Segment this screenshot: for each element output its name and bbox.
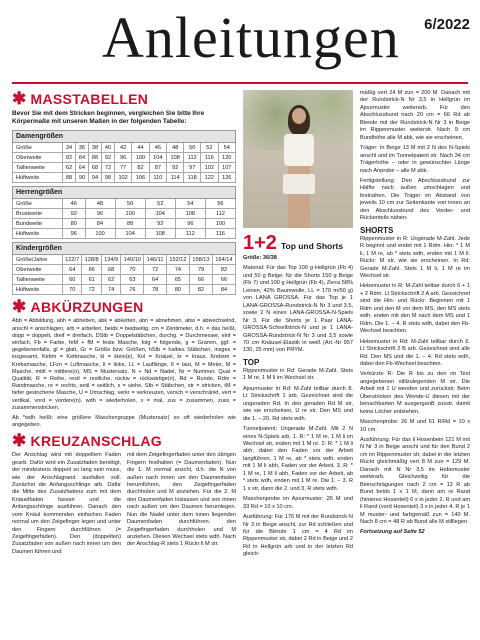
- table-cell: 104: [145, 209, 175, 219]
- table-cell: 96: [63, 229, 86, 239]
- table-cell: 134/9: [101, 255, 120, 265]
- table-cell: 82: [189, 285, 212, 295]
- table-cell: 74: [166, 265, 189, 275]
- asterisk-icon: ✱: [12, 431, 27, 451]
- table-cell: 112: [184, 153, 201, 163]
- top-ausfuehrung-cont: mäßig vert 24 M zun = 200 M. Danach mit der Rundstrick-N Nr 3,5 in Hellgrün im Ajourmuster weiterarb. Für den Abschlussbund nach 20 cm = 66 Rd ab Blende mit der Rundstrick-N Nr 3 in Beige im Rippenmuster weiterstr. Nach 9 cm Bundhöhe alle M abk, wie sie erscheinen.: [360, 90, 470, 141]
- abkuerzungen-title: ABKÜRZUNGEN: [30, 298, 144, 315]
- table-cell: 106: [132, 173, 149, 183]
- table-cell: 74: [101, 285, 120, 295]
- row-label: Größe: [13, 199, 63, 209]
- table-cell: 72: [144, 265, 167, 275]
- row-label: Taillenweite: [13, 275, 63, 285]
- table-cell: 52: [201, 143, 218, 153]
- table-cell: 82: [212, 265, 235, 275]
- table-row: [13, 163, 236, 173]
- table-row: [13, 255, 236, 265]
- table-cell: 76: [121, 285, 144, 295]
- shorts-maschenprobe: Maschenprobe: 26 M und 61 R/Rd = 10 x 10 cm.: [360, 419, 470, 433]
- project-name: Top und Shorts: [280, 241, 344, 251]
- size-tables: [12, 130, 236, 295]
- row-label: Größe/Jahre: [13, 255, 63, 265]
- table-cell: 96: [175, 219, 205, 229]
- top-ajourmuster: Ajourmuster in Rd: M-Zahl teilbar durch 8. Lt Strickschrift 1 arb. Gezeichnet sind die ungeraden Rd. In den geraden Rd M str, wie sie erscheinen, U re str. Den MS und die 1. – 20. Rd stets wdh.: [243, 385, 353, 422]
- table-cell: 66: [189, 275, 212, 285]
- abbreviations-text: Abb = Abbildung, abh = abheben, abk = abketten, abn = abnehmen, abw = abwechselnd, anschl = anschlagen, arb = arbeiten, beids = beidseitig, cm = Zentimeter, d.h. = das heißt, dopp = doppelt, dreif = dreifach, DStb = Doppelstäbchen, durchg. = Durchmesser, einf = einfach, Fb = Farbe, feM + fM = feste Masche, folg = folgende, g = Gramm, ggf. = gegebenenfalls, gl = glatt, Gr = Größe bzw. Größen, hStb = halbes Stäbchen, insges = insgesamt, Kettm = Kettmasche, kl = klein(e), Knl = Knäuel, kr = kraus, Krebsm = Krebsmasche, LFzn = Luftmasche, li = links, LL = Lauflänge, lt = laut, M = Meter, M = Masche, mittl = mittlere(n), MS = Mustersatz, N + Nd = Nadel, Nr = Nummer, Qual = Qualität, R = Reihe, restl = restliche, rückw = rückwärtige(n), Rd = Runde, Rdm = Randmasche, re = rechts, seitl = seitlich, s = siehe, Stb = Stäbchen, str = stricken, tM = tiefer gestochene Masche, U = Umschlag, verkr = verkreuzen, versch = verschränkt, vert = vertikal, vord = vordere(n), wdh = wiederholen, x = mal, zus = zusammen, zuss = zusammenstricken.: [12, 318, 236, 411]
- row-label: Hüftweite: [13, 229, 63, 239]
- issue-number: 6/2022: [424, 16, 470, 33]
- left-column: [12, 90, 236, 556]
- table-row: [13, 285, 236, 295]
- table-cell: 94: [88, 173, 101, 183]
- row-label: Hüftweite: [13, 285, 63, 295]
- table-cell: 96: [85, 209, 115, 219]
- table-cell: 56: [205, 199, 235, 209]
- table-cell: 114: [167, 173, 184, 183]
- table-cell: 107: [218, 163, 236, 173]
- table-cell: 34: [63, 143, 76, 153]
- table-cell: 40: [101, 143, 114, 153]
- row-label: Hüftweite: [13, 173, 63, 183]
- table-cell: 164/14: [212, 255, 235, 265]
- top-ausfuehrung: Ausführung: Für 176 M mit der Rundstrick-N Nr 3 in Beige anschl, zur Rd schließen und für die Blende 1 cm = 4 Rd im Rippenmuster str, dabei 2 Rd in Beige und 2 Rd in Hellgrün arb und in der letzten Rd gleich-: [243, 514, 353, 558]
- table-cell: 87: [149, 163, 166, 173]
- shorts-heading: SHORTS: [360, 225, 394, 235]
- page-title: Anleitungen: [102, 5, 400, 70]
- asterisk-icon: ✱: [12, 297, 27, 317]
- table-cell: 126: [218, 173, 236, 183]
- abkuerzungen-heading: [12, 298, 236, 315]
- top-tunnelpatent: Tunnelpatent: Ungerade M-Zahl. Mit 2 N eines N-Spiels arb. 1. R: * 1 M re, 1 M li im Wechsel str, enden mit 1 M re. 2. R: * 1 M li abh, dabei den Faden vor der Arbeit langführen, 1 M re, ab * stets wdh, enden mit 1 M li abh, Faden vor der Arbeit. 3. R: * 1 M re, 1 M li abh, Faden vor der Arbeit, ab * stets wdh, enden mit 1 M re. Die 1. – 3. R 1 x str, dann die 2. und 3. R stets wdh.: [243, 426, 353, 492]
- table-row: [13, 265, 236, 275]
- table-cell: 100: [205, 219, 235, 229]
- table-cell: 92: [145, 219, 175, 229]
- table-row: [13, 209, 236, 219]
- table-cell: 62: [63, 163, 76, 173]
- table-cell: 100: [85, 229, 115, 239]
- shorts-hebemuster-r: Hebemuster in R: M-Zahl teilbar durch 6 + 1 + 2 Rdm. Lt Strickschrift 2 A arb. Gezeichnet sind die Hin- und Rückr. Beginnen mit 1 Rdm und den M vor dem MS, den MS stets wdh, enden mit den M nach dem MS und 1 Rdm. Die 1. – 4. R stets wdh, dabei den Fb-Wechsel beachten.: [360, 283, 470, 335]
- header-divider: [12, 82, 468, 84]
- table-cell: 120: [218, 153, 236, 163]
- table-cell: 100: [132, 153, 149, 163]
- table-cell: 122/7: [63, 255, 82, 265]
- table-cell: 65: [166, 275, 189, 285]
- table-cell: 68: [88, 163, 101, 173]
- size-table-caption: Kindergrößen: [13, 243, 236, 255]
- kreuzanschlag-heading: [12, 432, 236, 449]
- row-label: Bundweite: [13, 219, 63, 229]
- model-shorts: [283, 174, 315, 194]
- table-cell: 68: [101, 265, 120, 275]
- kreuzanschlag-text: [12, 452, 236, 556]
- top-maschenprobe: Maschenprobe im Ajourmuster: 25 M und 33 Rd = 10 x 10 cm.: [243, 496, 353, 510]
- project-size: Größe: 36/38: [243, 255, 277, 261]
- top-heading: TOP: [243, 357, 260, 367]
- top-rippenmuster: Rippenmuster in Rd: Gerade M-Zahl. Stets 1 M re, 1 M li im Wechsel str.: [243, 367, 353, 382]
- table-cell: 140/10: [121, 255, 144, 265]
- table-cell: 52: [145, 199, 175, 209]
- fertigstellung-text: Fertigstellung: Den Abschlussbund zur Hälfte nach außen umschlagen und festnähen. Die Träger im Abstand von jeweils 10 cm zur Seitenkante von innen an den Abschlussbund des Vorder- und Rückenteils nähen.: [360, 177, 470, 222]
- table-cell: 92: [63, 209, 86, 219]
- table-cell: 66: [212, 275, 235, 285]
- table-cell: 158/13: [189, 255, 212, 265]
- table-cell: 102: [114, 173, 131, 183]
- continuation-note: Fortsetzung auf Seite 52: [360, 529, 425, 536]
- table-cell: 84: [212, 285, 235, 295]
- table-row: [13, 275, 236, 285]
- table-cell: 88: [88, 153, 101, 163]
- project-material: Material: Für das Top 100 g Hellgrün (Fb 4) und 50 g Beige; für die Shorts 150 g Beige (Fb 7) und 100 g Hellgrün (Fb 4), Zerra 58% Leinen, 42% Baumwolle, LL = 170 m/50 g) von LANA GROSSA. Für das Top je 1 LANA-GROSSA-Rundstrick-N Nr 3 und 3,5, sowie 2 N eines LANA-GROSSA-N-Spiels Nr 3. Für die Shorts je 1 Paar LANA-GROSSA-Schnellstrick-N und je 1 LANA-GROSSA-Rundstrick-N Nr 3 und 3,5 sowie 70 cm Knäusel-Elastik in weiß (Art.-Nr 957 130, 25 mm) von PRYM.: [243, 265, 353, 354]
- table-cell: 108: [175, 209, 205, 219]
- table-row: [13, 173, 236, 183]
- right-column: [360, 90, 470, 537]
- masstabellen-intro: Bevor Sie mit dem Stricken beginnen, vergleichen Sie bitte Ihre Körpermaße mit unseren Maßen in der folgenden Tabelle:: [12, 110, 205, 126]
- table-cell: 97: [184, 163, 201, 173]
- model-waist: [288, 166, 310, 174]
- table-cell: 108: [167, 153, 184, 163]
- table-cell: 46: [149, 143, 166, 153]
- table-cell: 122: [201, 173, 218, 183]
- shorts-hebemuster-rd: Hebemuster in Rd: M-Zahl teilbar durch 6. Lt Strickschrift 2 B arb. Gezeichnet sind alle Rd. Den MS und die 1. – 4. Rd stets wdh, dabei den Fb-Wechsel beachten.: [360, 338, 470, 367]
- table-cell: 102: [201, 163, 218, 173]
- table-cell: 112: [205, 209, 235, 219]
- table-cell: 82: [63, 153, 76, 163]
- shorts-ausfuehrung: Ausführung: Für das li Hosenbein 121 M mit N Nr 3 in Beige anschl und für den Bund 2 cm im Rippenmuster str, dabei in der letzten Rückr gleichmäßig vert 8 M zun = 129 M. Danach mit N Nr 3,5 im Hebemuster weiterarb. Gleichzeitig für die Beinschrägungen nach 2 cm = 12 R ab Bund beids 1 x 1 M, dann am re Rand (hinteres Hosenteil) 6 x in jeder 2. R und am li Rand (vord Hosenteil) 3 x in jeder 4. R je 1 M muster- und farbgemäß zun = 140 M. Nach 8 cm = 48 R ab Bund alle M stilllegen.: [360, 437, 470, 526]
- table-cell: 92: [167, 163, 184, 173]
- table-cell: 118: [184, 173, 201, 183]
- project-number: 1+2: [243, 232, 277, 254]
- masstabellen-title: MASSTABELLEN: [30, 90, 149, 107]
- size-table: [12, 186, 236, 239]
- table-row: [13, 229, 236, 239]
- table-cell: 46: [63, 199, 86, 209]
- model-figure: [278, 108, 320, 228]
- table-cell: 48: [167, 143, 184, 153]
- table-cell: 84: [85, 219, 115, 229]
- row-label: Brustweite: [13, 209, 63, 219]
- table-cell: 79: [189, 265, 212, 275]
- table-cell: 61: [82, 275, 101, 285]
- table-cell: 96: [114, 153, 131, 163]
- table-row: [13, 153, 236, 163]
- model-head: [292, 108, 306, 124]
- table-cell: 38: [88, 143, 101, 153]
- product-photo: [243, 90, 353, 228]
- table-cell: 92: [101, 153, 114, 163]
- table-cell: 82: [132, 163, 149, 173]
- middle-column: [243, 90, 353, 559]
- table-cell: 128/8: [82, 255, 101, 265]
- table-cell: 70: [121, 265, 144, 275]
- table-cell: 88: [63, 173, 76, 183]
- asterisk-icon: ✱: [12, 89, 27, 108]
- table-cell: 108: [145, 229, 175, 239]
- table-cell: 64: [144, 275, 167, 285]
- shorts-rippenmuster: Rippenmuster in R: Ungerade M-Zahl. Jede R beginnt und endet mit 1 Rdm. Hin: * 1 M li, 1 M re, ab * stets wdh, enden mit 1 M li. Rückr: M str, wie sie erscheinen. In Rd: Gerade M-Zahl. Stets 1 M li, 1 M re im Wechsel str.: [360, 235, 470, 279]
- size-table-caption: Herrengrößen: [13, 187, 236, 199]
- table-cell: 146/11: [144, 255, 167, 265]
- size-table-caption: Damengrößen: [13, 131, 236, 143]
- table-cell: 54: [218, 143, 236, 153]
- table-cell: 88: [115, 219, 145, 229]
- table-cell: 72: [101, 163, 114, 173]
- table-cell: 152/12: [166, 255, 189, 265]
- model-legs: [288, 194, 310, 228]
- row-label: Größe: [13, 143, 63, 153]
- table-cell: 72: [82, 285, 101, 295]
- table-cell: 77: [114, 163, 131, 173]
- model-top: [284, 134, 314, 166]
- table-cell: 64: [63, 265, 82, 275]
- table-row: [13, 199, 236, 209]
- kreuzanschlag-title: KREUZANSCHLAG: [30, 432, 162, 449]
- table-cell: 116: [201, 153, 218, 163]
- table-cell: 44: [132, 143, 149, 153]
- table-cell: 62: [101, 275, 120, 285]
- table-cell: 104: [149, 153, 166, 163]
- table-cell: 63: [121, 275, 144, 285]
- table-cell: 64: [75, 163, 88, 173]
- table-row: [13, 219, 236, 229]
- table-cell: 116: [205, 229, 235, 239]
- table-cell: 84: [75, 153, 88, 163]
- table-cell: 90: [75, 173, 88, 183]
- masstabellen-heading: [12, 90, 236, 107]
- table-cell: 104: [115, 229, 145, 239]
- size-table: [12, 242, 236, 295]
- kreuzanschlag-col1: Der Anschlag wird mit doppeltem Faden gearb. Dafür wird ein Zusatzfaden benötigt, der mindestens doppelt so lang sein muss, wie der Anschlagrand ausfallen soll. Zunächst die Anfangsschlinge arb. Dafür die Mitte des Zusatzfadens zum mit dem Knäuelfaden fassen und die Anfangsschlinge ausführen. Danach den vom Knäul kommenden einfachen Faden normal um den Zeigefinger legen und unter den Fingern durchführen (= Zeigefingerfaden). Den (doppelten) Zusatzfaden von außen nach innen um den Daumen führen und: [12, 452, 121, 555]
- table-cell: 70: [63, 285, 82, 295]
- project-title: [243, 232, 353, 255]
- abbreviations-note: Ab *wdh heißt: eine größere Maschengruppe (Mustersatz) so oft wiederholen wie angegeben.: [12, 415, 236, 429]
- table-cell: 60: [63, 275, 82, 285]
- kreuzanschlag-col2: mit dem Zeigefingerfaden unter den übrigen Fingern festhalten (= Daumenfaden). Nun die 1. M normal anschl, d.h. die N von außen nach innen um den Daumenfaden herumführen, den Zeigefingerfaden durchholen und M anziehen. Für die 2. M den Daumenfaden loslassen und von innen nach außen um den Daumen herumlegen. Nun die Nadel unter dem innen liegenden Daumenfaden durchführen, den Zeigefingerfaden durchholen und M anziehen. Diesen Wechsel stets wdh. Nach der Anschlag-R stets 1 Rückr li M str.: [127, 452, 236, 548]
- row-label: Oberweite: [13, 153, 63, 163]
- table-row: [13, 143, 236, 153]
- table-cell: 48: [85, 199, 115, 209]
- table-cell: 66: [82, 265, 101, 275]
- table-cell: 100: [115, 209, 145, 219]
- table-cell: 80: [166, 285, 189, 295]
- size-table: [12, 130, 236, 183]
- traeger-text: Träger: In Beige 13 M mit 2 N des N-Spiels anschl und im Tunnelpatent str. Nach 34 cm Trägerhöhe – oder in gewünschter Länge nach Anprobe – alle M abk.: [360, 145, 470, 174]
- table-cell: 112: [175, 229, 205, 239]
- table-cell: 78: [144, 285, 167, 295]
- table-cell: 36: [75, 143, 88, 153]
- table-cell: 110: [149, 173, 166, 183]
- table-cell: 42: [114, 143, 131, 153]
- row-label: Taillenweite: [13, 163, 63, 173]
- table-cell: 80: [63, 219, 86, 229]
- table-cell: 98: [101, 173, 114, 183]
- verkuerzte-reihen: Verkürzte R: Die R bis zu den im Text angegebenen stillzulegenden M str. Die Arbeit mit 1 U wenden und zurückstr. Beim Überstricken des Wende-U diesen mit der benachbarten M ausgerganB zusstr, damit keine Löcher entstehen.: [360, 371, 470, 415]
- table-cell: 50: [115, 199, 145, 209]
- table-cell: 50: [184, 143, 201, 153]
- masthead: [0, 0, 480, 75]
- table-cell: 54: [175, 199, 205, 209]
- row-label: Oberweite: [13, 265, 63, 275]
